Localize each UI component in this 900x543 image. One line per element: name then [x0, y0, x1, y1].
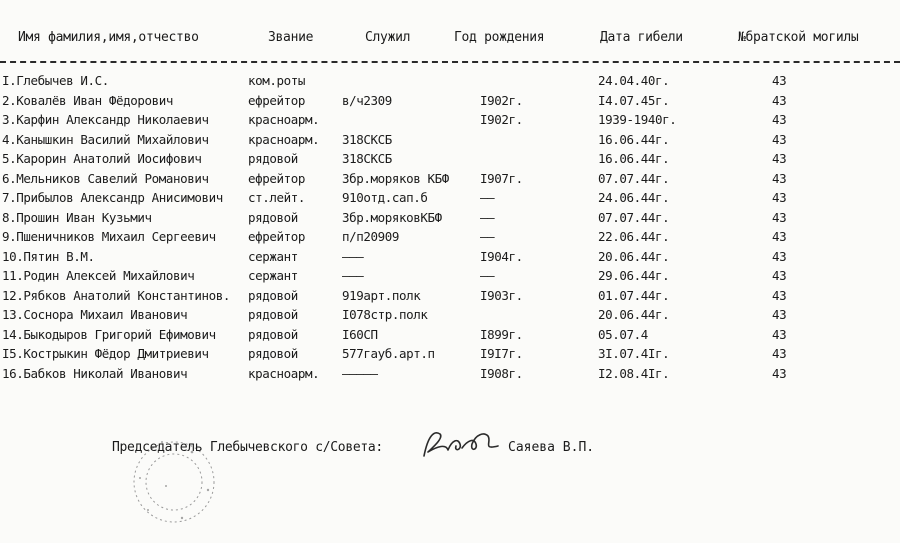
- cell-unit: I078стр.полк: [342, 307, 428, 322]
- cell-unit: ———: [342, 248, 364, 264]
- cell-name: 10.Пятин В.М.: [2, 248, 95, 264]
- table-row: [0, 266, 900, 285]
- cell-rank: рядовой: [248, 209, 298, 225]
- cell-rank: ефрейтор: [248, 170, 306, 186]
- chairman-name: Саяева В.П.: [508, 440, 595, 455]
- cell-rank: красноарм.: [248, 131, 320, 147]
- cell-grave: 43: [772, 346, 787, 361]
- cell-birth: ——: [480, 190, 495, 205]
- cell-name: 6.Мельников Савелий Романович: [2, 170, 209, 186]
- cell-unit: —————: [342, 365, 378, 381]
- cell-death: 24.06.44г.: [598, 190, 670, 205]
- table-row: [0, 149, 900, 168]
- cell-grave: 43: [772, 326, 787, 342]
- cell-unit: 3бр.моряков КБФ: [342, 170, 449, 186]
- cell-name: 13.Соснора Михаил Иванович: [2, 307, 188, 322]
- cell-death: I4.07.45г.: [598, 92, 670, 108]
- cell-birth: ——: [480, 268, 495, 283]
- cell-rank: рядовой: [248, 326, 298, 342]
- cell-grave: 43: [772, 268, 787, 283]
- cell-death: 16.06.44г.: [598, 151, 670, 166]
- header-divider: [0, 61, 900, 63]
- cell-death: 07.07.44г.: [598, 209, 670, 225]
- cell-death: I2.08.4Iг.: [598, 365, 670, 381]
- table-row: [0, 286, 900, 305]
- table-row: [0, 169, 900, 188]
- cell-rank: сержант: [248, 248, 298, 264]
- cell-death: 20.06.44г.: [598, 248, 670, 264]
- cell-name: 2.Ковалёв Иван Фёдорович: [2, 92, 174, 108]
- table-row: [0, 188, 900, 207]
- cell-name: 14.Быкодыров Григорий Ефимович: [2, 326, 216, 342]
- cell-unit: п/п20909: [342, 229, 400, 244]
- table-row: [0, 325, 900, 344]
- cell-name: I5.Кострыкин Фёдор Дмитриевич: [2, 346, 209, 361]
- cell-grave: 43: [772, 190, 787, 205]
- handwritten-signature: [418, 426, 504, 462]
- cell-death: 24.04.40г.: [598, 73, 670, 88]
- cell-name: 5.Карорин Анатолий Иосифович: [2, 151, 202, 166]
- table-row: [0, 110, 900, 129]
- cell-birth: ——: [480, 209, 495, 225]
- cell-unit: 318СКСБ: [342, 131, 392, 147]
- cell-grave: 43: [772, 112, 787, 127]
- cell-birth: I9I7г.: [480, 346, 523, 361]
- cell-rank: рядовой: [248, 307, 298, 322]
- cell-death: 01.07.44г.: [598, 287, 670, 303]
- cell-grave: 43: [772, 307, 787, 322]
- cell-death: 22.06.44г.: [598, 229, 670, 244]
- table-row: [0, 305, 900, 324]
- cell-birth: I903г.: [480, 287, 523, 303]
- cell-death: 29.06.44г.: [598, 268, 670, 283]
- cell-birth: I907г.: [480, 170, 523, 186]
- table-row: [0, 247, 900, 266]
- cell-rank: красноарм.: [248, 112, 320, 127]
- cell-rank: рядовой: [248, 287, 298, 303]
- table-row: [0, 344, 900, 363]
- cell-name: 3.Карфин Александр Николаевич: [2, 112, 209, 127]
- cell-death: 05.07.4: [598, 326, 648, 342]
- cell-death: 20.06.44г.: [598, 307, 670, 322]
- cell-grave: 43: [772, 92, 787, 108]
- table-row: [0, 227, 900, 246]
- cell-name: 7.Прибылов Александр Анисимович: [2, 190, 223, 205]
- cell-name: 8.Прошин Иван Кузьмич: [2, 209, 152, 225]
- header-unit: Служил: [365, 30, 411, 45]
- cell-birth: I899г.: [480, 326, 523, 342]
- cell-rank: ефрейтор: [248, 92, 306, 108]
- header-grave: №братской могилы: [738, 30, 859, 45]
- cell-grave: 43: [772, 151, 787, 166]
- cell-unit: 919арт.полк: [342, 287, 421, 303]
- cell-birth: I904г.: [480, 248, 523, 264]
- table-row: [0, 71, 900, 90]
- cell-unit: в/ч2309: [342, 92, 392, 108]
- cell-birth: I902г.: [480, 112, 523, 127]
- cell-unit: 3бр.моряковКБФ: [342, 209, 442, 225]
- cell-rank: ст.лейт.: [248, 190, 306, 205]
- cell-unit: 577гауб.арт.п: [342, 346, 435, 361]
- header-name: Имя фамилия,имя,отчество: [18, 30, 199, 45]
- cell-rank: рядовой: [248, 346, 298, 361]
- cell-grave: 43: [772, 170, 787, 186]
- cell-rank: ефрейтор: [248, 229, 306, 244]
- cell-unit: 318СКСБ: [342, 151, 392, 166]
- table-row: [0, 91, 900, 110]
- cell-name: I.Глебычев И.С.: [2, 73, 109, 88]
- cell-rank: ком.роты: [248, 73, 306, 88]
- cell-birth: ——: [480, 229, 495, 244]
- cell-death: 1939-1940г.: [598, 112, 677, 127]
- header-birth: Год рождения: [454, 30, 545, 45]
- cell-grave: 43: [772, 287, 787, 303]
- cell-name: 4.Канышкин Василий Михайлович: [2, 131, 209, 147]
- header-rank: Звание: [268, 30, 314, 45]
- cell-unit: 910отд.сап.б: [342, 190, 428, 205]
- table-row: [0, 208, 900, 227]
- cell-unit: ———: [342, 268, 364, 283]
- cell-rank: рядовой: [248, 151, 298, 166]
- cell-grave: 43: [772, 365, 787, 381]
- chairman-label: Председатель Глебычевского с/Совета:: [112, 440, 383, 455]
- cell-death: 3I.07.4Iг.: [598, 346, 670, 361]
- header-death: Дата гибели: [600, 30, 683, 45]
- cell-grave: 43: [772, 73, 787, 88]
- cell-grave: 43: [772, 209, 787, 225]
- table-row: [0, 364, 900, 383]
- cell-grave: 43: [772, 229, 787, 244]
- cell-grave: 43: [772, 248, 787, 264]
- cell-name: 16.Бабков Николай Иванович: [2, 365, 188, 381]
- cell-grave: 43: [772, 131, 787, 147]
- cell-birth: I902г.: [480, 92, 523, 108]
- cell-rank: красноарм.: [248, 365, 320, 381]
- cell-name: 11.Родин Алексей Михайлович: [2, 268, 195, 283]
- table-row: [0, 130, 900, 149]
- cell-name: 12.Рябков Анатолий Константинов.: [2, 287, 231, 303]
- cell-unit: I60СП: [342, 326, 378, 342]
- cell-death: 16.06.44г.: [598, 131, 670, 147]
- cell-birth: I908г.: [480, 365, 523, 381]
- cell-rank: сержант: [248, 268, 298, 283]
- cell-death: 07.07.44г.: [598, 170, 670, 186]
- cell-name: 9.Пшеничников Михаил Сергеевич: [2, 229, 216, 244]
